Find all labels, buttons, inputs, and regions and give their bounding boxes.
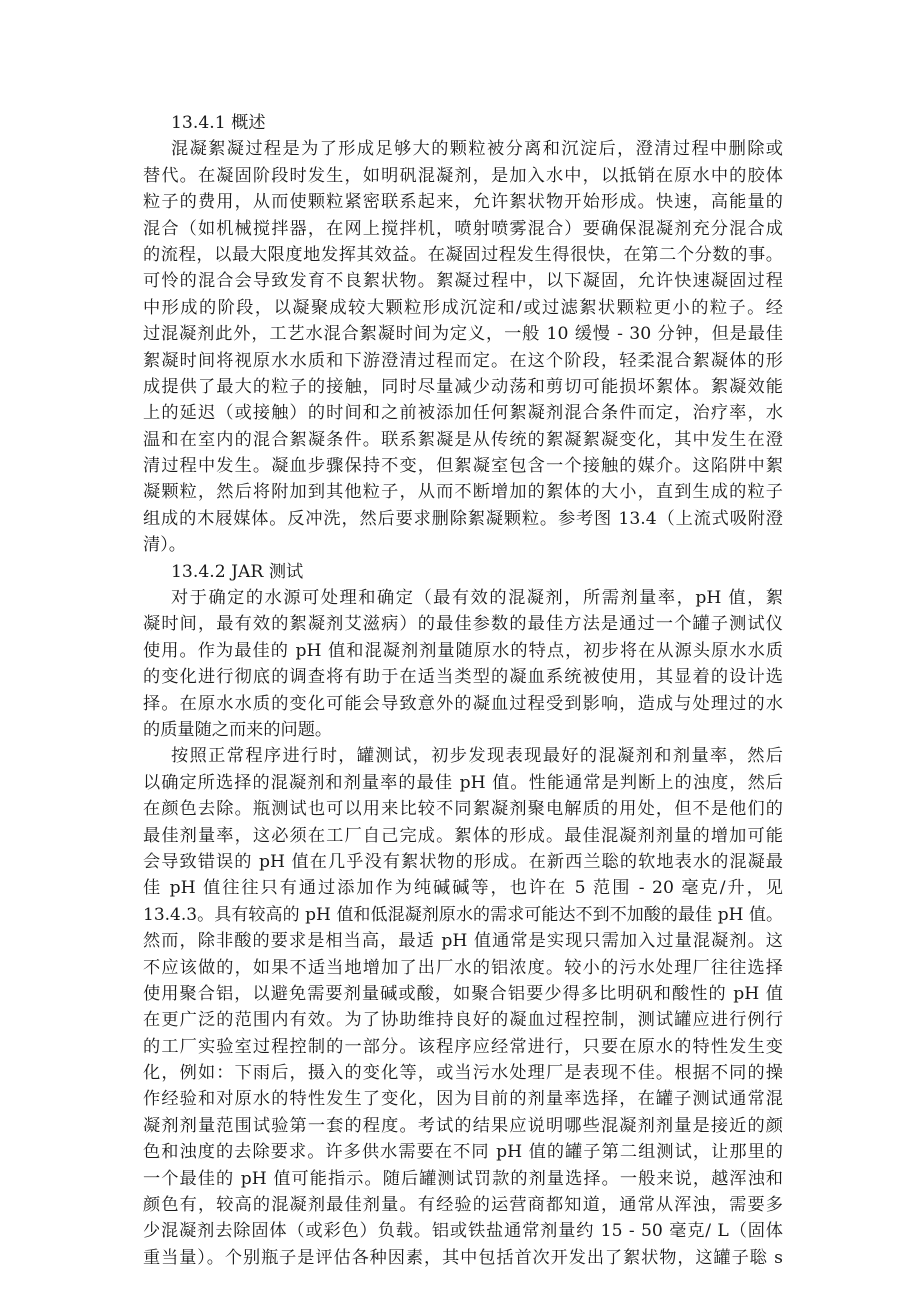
paragraph-jar-test-intro (143, 585, 783, 743)
text-line: 使用聚合铝，以避免需要剂量碱或酸，如聚合铝要少得多比明矾和酸性的 pH 值 (143, 983, 783, 1004)
text-line: 成提供了最大的粒子的接触，同时尽量减少动荡和剪切可能损坏絮体。絮凝效能 (143, 376, 783, 397)
text-line: 佳 pH 值往往只有通过添加作为纯碱碱等，也许在 5 范围 - 20 毫克/升，见 (143, 878, 783, 899)
paragraph-jar-test-procedure (143, 743, 783, 1271)
text-line: 少混凝剂去除固体（或彩色）负载。铝或铁盐通常剂量约 15 - 50 毫克/ L（固体 (143, 1221, 783, 1242)
text-line: 然而，除非酸的要求是相当高，最适 pH 值通常是实现只需加入过量混凝剂。这 (143, 931, 783, 952)
text-line: 上的延迟（或接触）的时间和之前被添加任何絮凝剂混合条件而定，治疗率，水 (143, 403, 783, 424)
text-line: 凝剂剂量范围试验第一套的程度。考试的结果应说明哪些混凝剂剂量是接近的颜 (143, 1115, 783, 1136)
text-line: 颜色有，较高的混凝剂最佳剂量。有经验的运营商都知道，通常从浑浊，需要多 (143, 1195, 783, 1216)
text-line: 凝时间，最有效的絮凝剂艾滋病）的最佳参数的最佳方法是通过一个罐子测试仪 (143, 614, 783, 635)
document-body (143, 110, 783, 1271)
text-line: 以确定所选择的混凝剂和剂量率的最佳 pH 值。性能通常是判断上的浊度，然后 (143, 772, 783, 793)
text-line: 清）。 (143, 535, 186, 556)
text-line: 替代。在凝固阶段时发生，如明矾混凝剂，是加入水中，以抵销在原水中的胶体 (143, 165, 783, 186)
text-line: 的质量随之而来的问题。 (143, 719, 333, 740)
text-line: 温和在室内的混合絮凝条件。联系絮凝是从传统的絮凝絮凝变化，其中发生在澄 (143, 429, 783, 450)
text-line: 的工厂实验室过程控制的一部分。该程序应经常进行，只要在原水的特性发生变 (143, 1036, 783, 1057)
text-line: 混凝絮凝过程是为了形成足够大的颗粒被分离和沉淀后，澄清过程中删除或 (171, 139, 783, 160)
text-line: 按照正常程序进行时，罐测试，初步发现表现最好的混凝剂和剂量率，然后 (171, 746, 783, 767)
text-line: 的变化进行彻底的调查将有助于在适当类型的凝血系统被使用，其显着的设计选 (143, 667, 783, 688)
text-line: 组成的木屐媒体。反冲洗，然后要求删除絮凝颗粒。参考图 13.4（上流式吸附澄 (143, 508, 783, 529)
text-line: 粒子的费用，从而使颗粒紧密联系起来，允许絮状物开始形成。快速，高能量的 (143, 192, 783, 213)
text-line: 化，例如：下雨后，摄入的变化等，或当污水处理厂是表现不佳。根据不同的操 (143, 1063, 783, 1084)
text-line: 作经验和对原水的特性发生了变化，因为目前的剂量率选择，在罐子测试通常混 (143, 1089, 783, 1110)
section-heading-13-4-1: 13.4.1 概述 (171, 113, 266, 133)
text-line: 重当量）。个别瓶子是评估各种因素，其中包括首次开发出了絮状物，这罐子聡 s (143, 1247, 783, 1268)
text-line: 过混凝剂此外，工艺水混合絮凝时间为定义，一般 10 缓慢 - 30 分钟，但是最佳 (143, 324, 783, 345)
text-line: 会导致错误的 pH 值在几乎没有絮状物的形成。在新西兰聡的软地表水的混凝最 (143, 851, 783, 872)
text-line: 色和浊度的去除要求。许多供水需要在不同 pH 值的罐子第二组测试，让那里的 (143, 1142, 783, 1163)
text-line: 中形成的阶段，以凝聚成较大颗粒形成沉淀和/或过滤絮状颗粒更小的粒子。经 (143, 297, 783, 318)
text-line: 使用。作为最佳的 pH 值和混凝剂剂量随原水的特点，初步将在从源头原水水质 (143, 640, 783, 661)
text-line: 絮凝时间将视原水水质和下游澄清过程而定。在这个阶段，轻柔混合絮凝体的形 (143, 350, 783, 371)
text-line: 混合（如机械搅拌器，在网上搅拌机，喷射喷雾混合）要确保混凝剂充分混合成 (143, 218, 783, 239)
text-line: 凝颗粒，然后将附加到其他粒子，从而不断增加的絮体的大小，直到生成的粒子 (143, 482, 783, 503)
text-line: 的流程，以最大限度地发挥其效益。在凝固过程发生得很快，在第二个分数的事。 (143, 244, 783, 265)
text-line: 在更广泛的范围内有效。为了协助维持良好的凝血过程控制，测试罐应进行例行 (143, 1010, 783, 1031)
text-line: 13.4.3。具有较高的 pH 值和低混凝剂原水的需求可能达不到不加酸的最佳 pH 值。 (143, 904, 783, 925)
text-line: 一个最佳的 pH 值可能指示。随后罐测试罚款的剂量选择。一般来说，越浑浊和 (143, 1168, 783, 1189)
text-line: 在颜色去除。瓶测试也可以用来比较不同絮凝剂聚电解质的用处，但不是他们的 (143, 799, 783, 820)
section-heading-13-4-2: 13.4.2 JAR 测试 (171, 561, 304, 582)
paragraph-overview (143, 136, 783, 558)
text-line: 对于确定的水源可处理和确定（最有效的混凝剂，所需剂量率，pH 值，絮 (171, 588, 783, 609)
text-line: 择。在原水水质的变化可能会导致意外的凝血过程受到影响，造成与处理过的水 (143, 693, 783, 714)
text-line: 可怜的混合会导致发育不良絮状物。絮凝过程中，以下凝固，允许快速凝固过程 (143, 271, 783, 292)
text-line: 不应该做的，如果不适当地增加了出厂水的铝浓度。较小的污水处理厂往往选择 (143, 957, 783, 978)
text-line: 清过程中发生。凝血步骤保持不变，但絮凝室包含一个接触的媒介。这陷阱中絮 (143, 456, 783, 477)
text-line: 最佳剂量率，这必须在工厂自己完成。絮体的形成。最佳混凝剂剂量的增加可能 (143, 825, 783, 846)
